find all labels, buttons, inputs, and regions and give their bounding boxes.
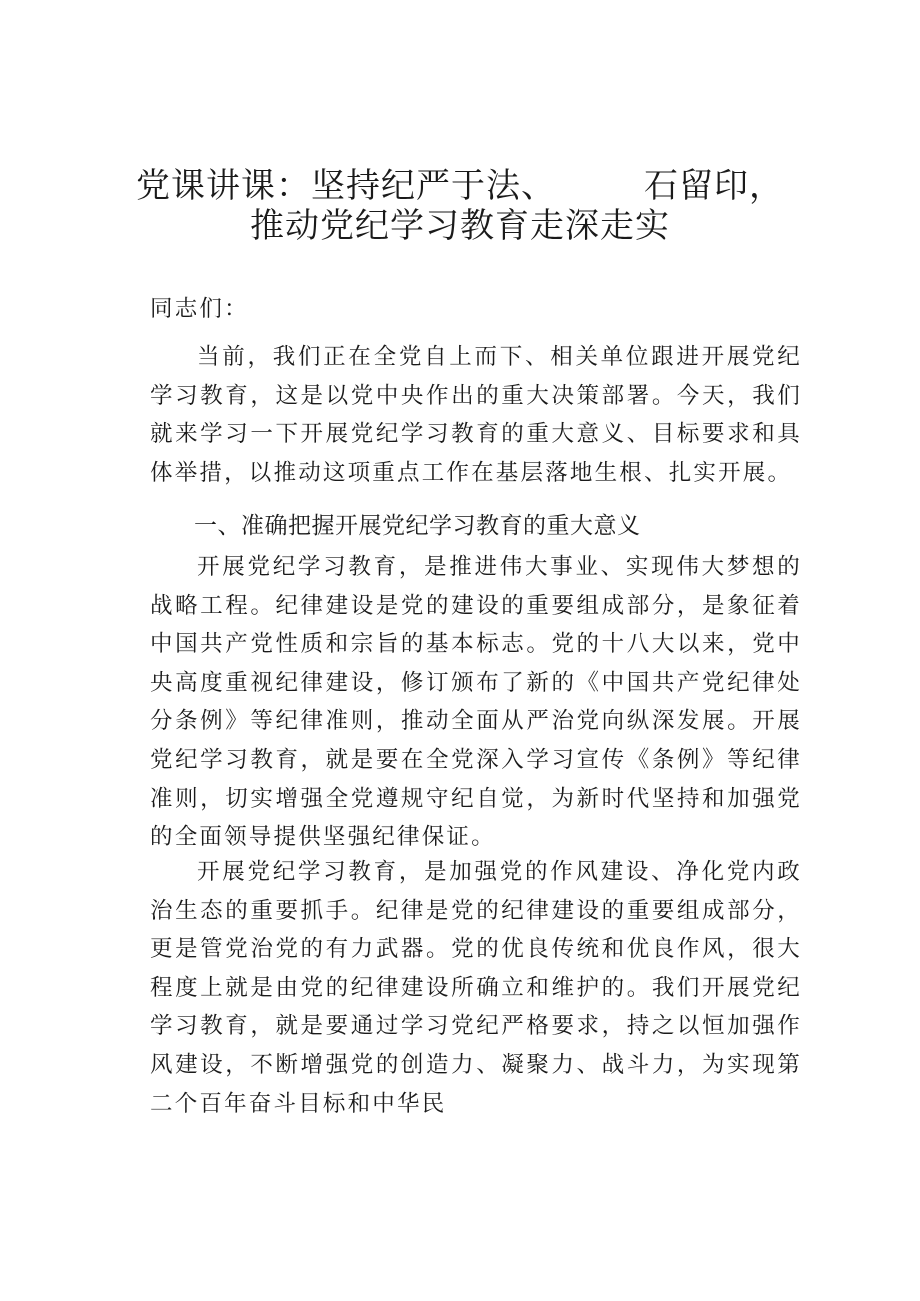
- document-title-line-1: [120, 164, 800, 208]
- paragraph-1: 当前，我们正在全党自上而下、相关单位跟进开展党纪学习教育，这是以党中央作出的重大决策部署。今天，我们就来学习一下开展党纪学习教育的重大意义、目标要求和具体举措，以推动这项重点工作在基层落地生根、扎实开展。: [150, 344, 802, 486]
- salutation: 同志们：: [150, 296, 249, 322]
- paragraph-2: 开展党纪学习教育，是推进伟大事业、实现伟大梦想的战略工程。纪律建设是党的建设的重要组成部分，是象征着中国共产党性质和宗旨的基本标志。党的十八大以来，党中央高度重视纪律建设，修订颁布了新的《中国共产党纪律处分条例》等纪律准则，推动全面从严治党向纵深发展。开展党纪学习教育，就是要在全党深入学习宣传《条例》等纪律准则，切实增强全党遵规守纪自觉，为新时代坚持和加强党的全面领导提供坚强纪律保证。: [150, 554, 802, 851]
- paragraph-3: 开展党纪学习教育，是加强党的作风建设、净化党内政治生态的重要抓手。纪律是党的纪律建设的重要组成部分，更是管党治党的有力武器。党的优良传统和优良作风，很大程度上就是由党的纪律建设所确立和维护的。我们开展党纪学习教育，就是要通过学习党纪严格要求，持之以恒加强作风建设，不断增强党的创造力、凝聚力、战斗力，为实现第二个百年奋斗目标和中华民: [150, 859, 802, 1117]
- title-line-1-part-1: 党课讲课：坚持纪严于法、: [136, 166, 556, 206]
- section-heading-1: 一、准确把握开展党纪学习教育的重大意义: [194, 513, 641, 539]
- title-line-1-part-2: 石留印，: [644, 166, 784, 206]
- document-title-line-2: 推动党纪学习教育走深走实: [250, 206, 670, 246]
